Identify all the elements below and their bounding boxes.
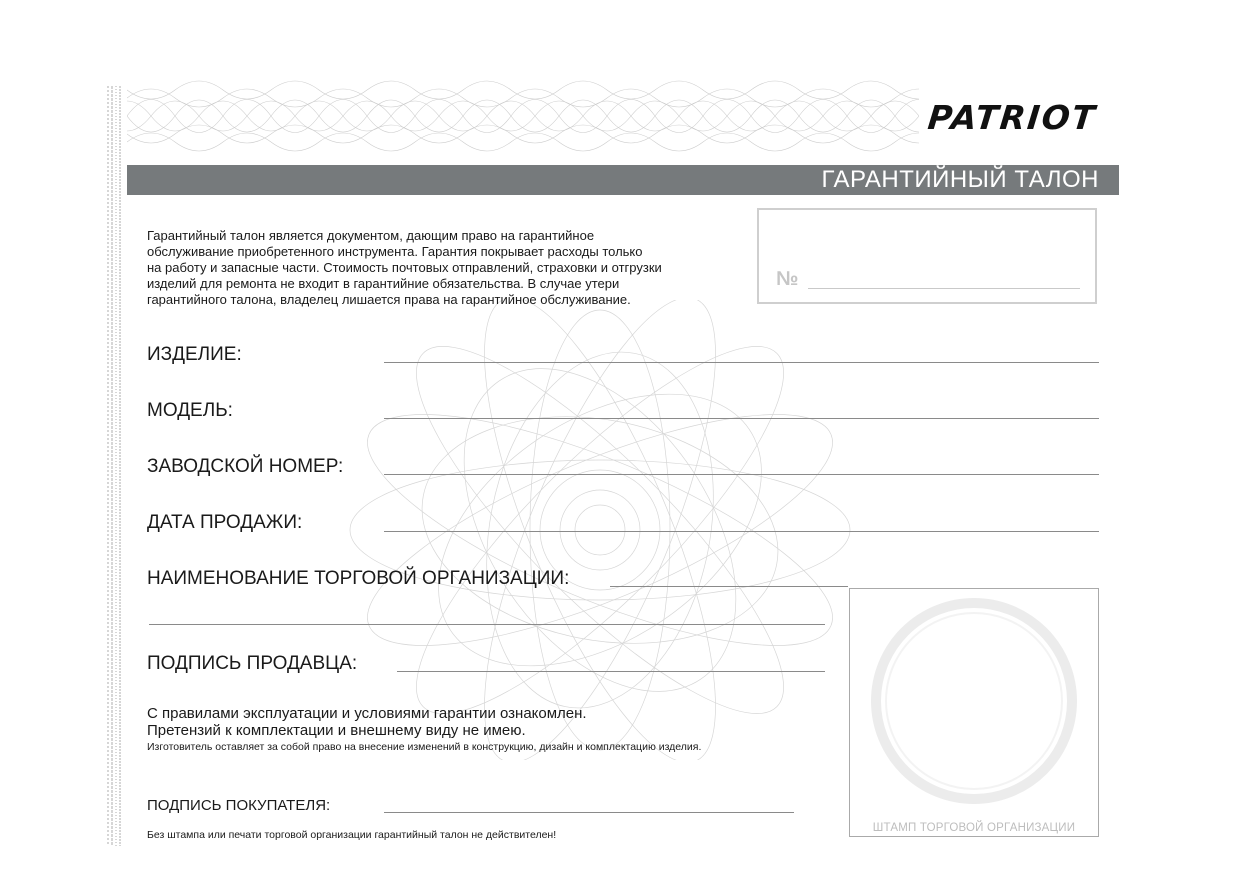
intro-line: изделий для ремонта не входит в гарантийние обязательства. В случае утери [147,276,620,291]
number-sign: № [776,268,799,290]
model-fill-line[interactable] [384,418,1099,419]
product-fill-line[interactable] [384,362,1099,363]
intro-line: Гарантийный талон является документом, дающим право на гарантийное [147,228,595,243]
stamp-box[interactable] [849,588,1099,837]
stamp-circle-icon [868,595,1080,807]
number-fill-line[interactable] [808,288,1080,289]
buyer-signature-fill-line[interactable] [384,812,794,813]
guilloche-rosette [340,300,860,760]
seller-signature-label: ПОДПИСЬ ПРОДАВЦА: [147,653,358,674]
intro-line: обслуживание приобретенного инструмента. Гарантия покрывает расходы только [147,244,643,259]
sale-date-label: ДАТА ПРОДАЖИ: [147,512,303,533]
intro-paragraph [147,228,737,308]
intro-line: на работу и запасные части. Стоимость почтовых отправлений, страховки и отгрузки [147,260,662,275]
buyer-signature-label: ПОДПИСЬ ПОКУПАТЕЛЯ: [147,797,331,814]
seller-signature-fill-line[interactable] [397,671,825,672]
intro-line: гарантийного талона, владелец лишается права на гарантийное обслуживание. [147,292,631,307]
document-title: ГАРАНТИЙНЫЙ ТАЛОН [821,166,1099,193]
organization-fill-line[interactable] [610,586,848,587]
number-box [757,208,1097,304]
validity-note: Без штампа или печати торговой организации гарантийный талон не действителен! [147,829,557,841]
guilloche-band [127,78,919,153]
brand-logo: PATRIOT [926,98,1099,137]
agreement-line: С правилами эксплуатации и условиями гарантии ознакомлен. [147,705,587,722]
agreement-line: Претензий к комплектации и внешнему виду не имею. [147,722,526,739]
sale-date-fill-line[interactable] [384,531,1099,532]
serial-number-fill-line[interactable] [384,474,1099,475]
agreement-text [147,705,587,739]
title-bar [127,165,1119,195]
organization-fill-line-2[interactable] [149,624,825,625]
product-label: ИЗДЕЛИЕ: [147,344,242,365]
serial-number-label: ЗАВОДСКОЙ НОМЕР: [147,456,344,477]
model-label: МОДЕЛЬ: [147,400,233,421]
manufacturer-note: Изготовитель оставляет за собой право на внесение изменений в конструкцию, дизайн и комплектацию изделия. [147,741,702,753]
microtext-edge-strip [106,86,122,846]
organization-label: НАИМЕНОВАНИЕ ТОРГОВОЙ ОРГАНИЗАЦИИ: [147,568,570,589]
stamp-caption: ШТАМП ТОРГОВОЙ ОРГАНИЗАЦИИ [872,822,1076,834]
